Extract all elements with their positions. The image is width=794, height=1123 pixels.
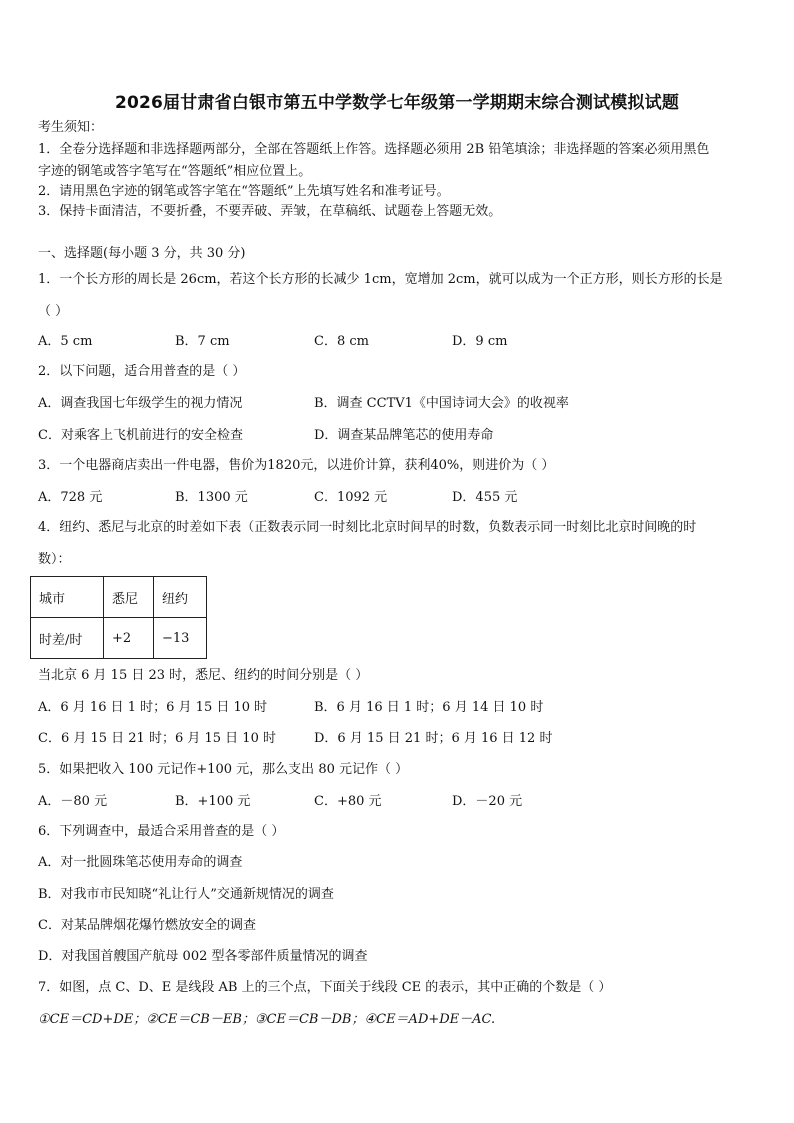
table-cell: 纽约 (154, 577, 207, 618)
q5-stem: 5．如果把收入 100 元记作+100 元，那么支出 80 元记作（ ） (38, 762, 409, 777)
notice-heading: 考生须知： (38, 120, 104, 135)
q4-stem: 4．纽约、悉尼与北京的时差如下表（正数表示同一时刻比北京时间早的时数，负数表示同一时刻比北京时间晚的时 (38, 520, 697, 535)
q6-option-d: D．对我国首艘国产航母 002 型各零部件质量情况的调查 (38, 949, 368, 964)
q2-stem: 2．以下问题，适合用普查的是（ ） (38, 364, 246, 379)
q5-option-c: C．+80 元 (314, 794, 382, 809)
table-cell: +2 (104, 618, 154, 659)
q1-option-a: A．5 cm (38, 334, 93, 349)
q3-option-a: A．728 元 (38, 490, 103, 505)
page-title: 2026届甘肃省白银市第五中学数学七年级第一学期期末综合测试模拟试题 (114, 93, 680, 113)
q4-option-c: C．6 月 15 日 21 时；6 月 15 日 10 时 (38, 731, 276, 746)
q6-option-b: B．对我市市民知晓“礼让行人”交通新规情况的调查 (38, 887, 334, 902)
q5-option-a: A．－80 元 (38, 794, 108, 809)
time-difference-table (30, 576, 207, 659)
q4-stem-cont: 数）： (38, 552, 71, 567)
q1-option-c: C．8 cm (314, 334, 369, 349)
q3-option-c: C．1092 元 (314, 490, 388, 505)
q4-option-b: B．6 月 16 日 1 时；6 月 14 日 10 时 (314, 700, 544, 715)
q7-expressions: ①CE＝CD+DE；②CE＝CB－EB；③CE＝CB－DB；④CE＝AD+DE－AC. (38, 1012, 496, 1027)
q1-option-d: D．9 cm (452, 334, 508, 349)
notice-item-2: 2．请用黑色字迹的钢笔或答字笔在“答题纸”上先填写姓名和准考证号。 (38, 184, 450, 199)
q6-option-c: C．对某品牌烟花爆竹燃放安全的调查 (38, 918, 256, 933)
notice-item-3: 3．保持卡面清洁，不要折叠，不要弄破、弄皱，在草稿纸、试题卷上答题无效。 (38, 204, 502, 219)
q2-option-b: B．调查 CCTV1《中国诗词大会》的收视率 (314, 396, 569, 411)
q4-question: 当北京 6 月 15 日 23 时，悉尼、纽约的时间分别是（ ） (38, 668, 369, 683)
table-cell: −13 (154, 618, 207, 659)
notice-item-1a: 1．全卷分选择题和非选择题两部分，全部在答题纸上作答。选择题必须用 2B 铅笔填涂；非选择题的答案必须用黑色 (38, 142, 710, 157)
q7-stem: 7．如图，点 C、D、E 是线段 AB 上的三个点，下面关于线段 CE 的表示，其中正确的个数是（ ） (38, 980, 612, 995)
q4-option-d: D．6 月 15 日 21 时；6 月 16 日 12 时 (314, 731, 553, 746)
section-heading: 一、选择题(每小题 3 分，共 30 分) (38, 246, 246, 261)
q6-option-a: A．对一批圆珠笔芯使用寿命的调查 (38, 855, 243, 870)
q1-option-b: B．7 cm (175, 334, 230, 349)
q1-stem-cont: （ ） (38, 304, 69, 319)
q2-option-d: D．调查某品牌笔芯的使用寿命 (314, 428, 494, 443)
q1-stem: 1．一个长方形的周长是 26cm，若这个长方形的长减少 1cm，宽增加 2cm，就可以成为一个正方形，则长方形的长是 (38, 272, 723, 287)
table-header-row (31, 577, 207, 618)
table-cell: 悉尼 (104, 577, 154, 618)
q2-option-a: A．调查我国七年级学生的视力情况 (38, 396, 243, 411)
q3-option-d: D．455 元 (452, 490, 518, 505)
q3-stem: 3．一个电器商店卖出一件电器，售价为1820元，以进价计算，获利40%，则进价为（ ） (38, 458, 555, 473)
q5-option-d: D．－20 元 (452, 794, 523, 809)
q2-option-c: C．对乘客上飞机前进行的安全检查 (38, 428, 243, 443)
q5-option-b: B．+100 元 (175, 794, 251, 809)
q4-option-a: A．6 月 16 日 1 时；6 月 15 日 10 时 (38, 700, 268, 715)
notice-item-1b: 字迹的钢笔或答字笔写在“答题纸”相应位置上。 (38, 164, 312, 179)
q6-stem: 6．下列调查中，最适合采用普查的是（ ） (38, 824, 285, 839)
table-cell: 时差/时 (31, 618, 104, 659)
table-cell: 城市 (31, 577, 104, 618)
q3-option-b: B．1300 元 (175, 490, 248, 505)
table-row (31, 618, 207, 659)
